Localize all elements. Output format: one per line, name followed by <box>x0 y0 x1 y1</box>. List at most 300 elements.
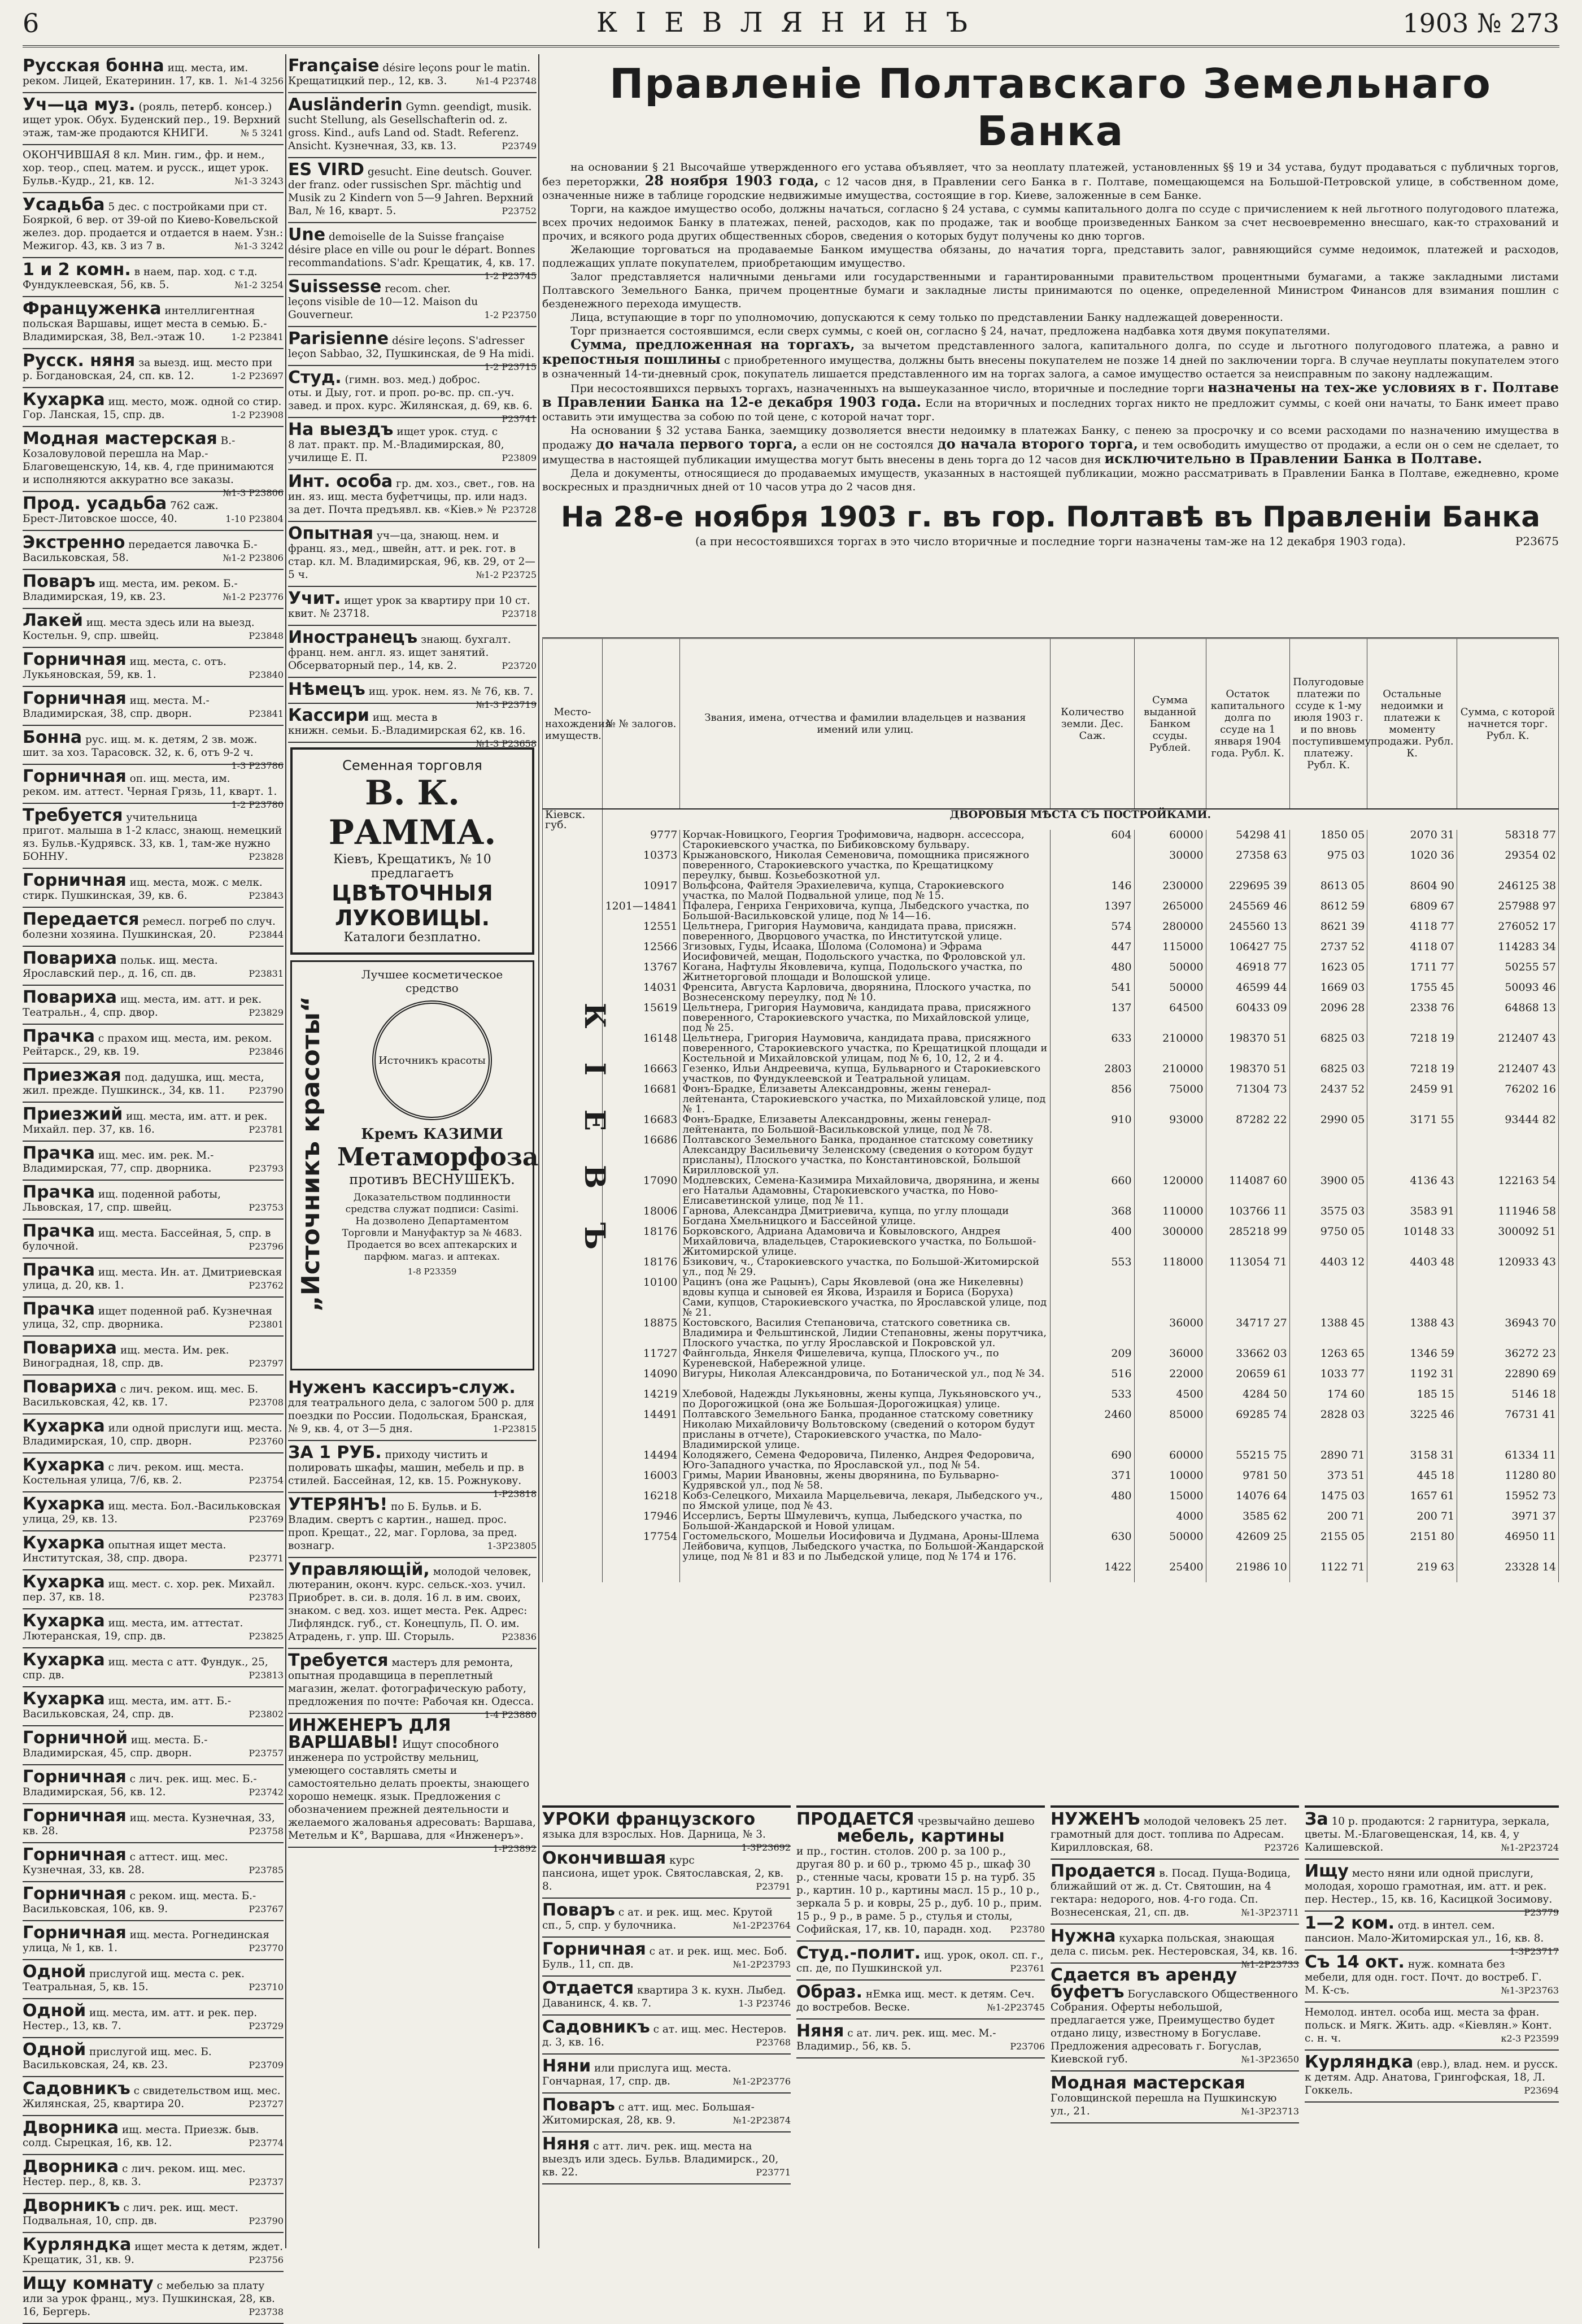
bottom-classifieds-1 <box>542 1805 791 2248</box>
ad-ref: Р23728 <box>502 504 537 515</box>
loan-sum: 118000 <box>1134 1257 1206 1277</box>
ad-text: молодой человек, лютеранин, оконч. курс. сельск.-хоз. учил. Приобрет. в. си. в. доля. 16 л. в им. своих, знаком. с вед. хоз. ищет места. Рек. Адрес: Лифляндск. губ., ст. Конецпуль, П. О. им. Атрадень, г. упр. Ш. Сторыль. <box>288 1566 531 1643</box>
pledge-number: 17946 <box>602 1511 680 1531</box>
ad-heading: НУЖЕНЪ <box>1051 1809 1140 1829</box>
ramm-catalog: Каталоги безплатно. <box>343 930 481 945</box>
balance: 245560 13 <box>1206 921 1289 942</box>
ad-ref: Р23756 <box>249 2255 284 2265</box>
classified-ad <box>23 2038 284 2077</box>
table-body <box>543 809 1559 1582</box>
classified-ad <box>288 158 537 223</box>
ad-ref: к2-3 Р23599 <box>1501 2033 1559 2044</box>
ad-heading: Француженка <box>23 299 162 319</box>
notice-p4: Залог представляется наличными деньгами или государственными и гарантированными правительством процентными бумагами, а также закладными листами Полтавского Земельного Банка, причем процентные бумаги и закладные листы принимаются по оценке, определенной Министром Финансов для взимания пошлин с безденежного перехода имуществ. <box>542 271 1559 310</box>
kazimi-medal-text: Источникъ красоты <box>378 1054 486 1067</box>
start-sum <box>1457 1135 1559 1176</box>
land-area: 2803 <box>1051 1064 1134 1084</box>
loan-sum: 210000 <box>1134 1033 1206 1064</box>
ad-text: нуж. комната без мебели, для одн. гост. Почт. до востреб. Г. М. К-съ. <box>1305 1959 1542 1996</box>
classified-ad <box>23 1259 284 1298</box>
classified-ad <box>23 1765 284 1804</box>
classified-ad <box>288 678 537 710</box>
table-row <box>543 1348 1559 1369</box>
arrears: 6809 67 <box>1367 901 1457 921</box>
ad-text: с ат. ищ. мес. Нестеров. д. 3, кв. 16. <box>542 2023 787 2048</box>
classified-ad <box>23 1103 284 1142</box>
pledge-number: 14219 <box>602 1389 680 1409</box>
ad-ref: №1-3 Р23719 <box>476 699 537 710</box>
notice-p1c: с 12 часов дня, в Правлении сего Банка в г. Полтаве, помещающемся на Большой-Петровской улице, в собственном доме, означенные ниже в таблице городские недвижимые имущества, состоящие в гор. Киеве, заложенные в сем Банке. <box>542 176 1559 202</box>
semiannual-payment: 1475 03 <box>1289 1491 1367 1511</box>
loan-sum: 210000 <box>1134 1064 1206 1084</box>
table-row <box>543 1450 1559 1470</box>
arrears: 445 18 <box>1367 1470 1457 1491</box>
table-row <box>543 1531 1559 1562</box>
classified-ad <box>1051 1860 1299 1925</box>
notice-ref: Р23675 <box>1515 534 1559 548</box>
land-area <box>1051 1277 1134 1318</box>
city-cell <box>543 1511 603 1531</box>
classified-ad <box>288 366 537 424</box>
owner-name: Фонъ-Брадке, Елизаветы Александровны, жены генерал-лейтенанта, Старокиевского участка, по Михайловской улице, под № 1. <box>680 1084 1051 1115</box>
ad-ref: Р23779 <box>1524 1907 1559 1918</box>
table-row <box>543 850 1559 881</box>
owner-name: Гезенко, Ильи Андреевича, купца, Бульварного и Старокиевского участков, по Фундуклеевской и Театральной улицам. <box>680 1064 1051 1084</box>
ad-heading: Приезжая <box>23 1065 121 1085</box>
ad-ref: Р23797 <box>249 1358 284 1369</box>
table-row <box>543 1470 1559 1491</box>
ad-heading: Прод. усадьба <box>23 494 167 513</box>
semiannual-payment <box>1289 1277 1367 1318</box>
ad-heading: Прачка <box>23 1026 95 1046</box>
balance: 285218 99 <box>1206 1226 1289 1257</box>
ad-heading: Горничная <box>23 871 127 890</box>
ad-heading: Кухарка <box>23 1689 105 1709</box>
ad-text: польк. ищ. места. Ярославский пер., д. 16, сп. дв. <box>23 955 218 980</box>
ad-text: ремесл. погреб по случ. болезни хозяина. Пушкинская, 20. <box>23 916 276 941</box>
classified-ad <box>288 522 537 587</box>
start-sum: 29354 02 <box>1457 850 1559 881</box>
ad-ref: Р23727 <box>249 2099 284 2109</box>
notice-date: 28 ноября 1903 года, <box>644 172 819 189</box>
header-location: Место-нахождения имуществ. <box>543 638 603 810</box>
table-row <box>543 1562 1559 1582</box>
balance: 103766 11 <box>1206 1206 1289 1226</box>
ramm-offer: ЦВѢТОЧНЫЯ ЛУКОВИЦЫ. <box>332 881 493 930</box>
arrears: 2070 31 <box>1367 830 1457 850</box>
ad-ref: Р23767 <box>249 1904 284 1914</box>
notice-p9f: исключительно в Правлении Банка в Полтаве. <box>1104 450 1483 467</box>
loan-sum: 22000 <box>1134 1369 1206 1389</box>
notice-p7d: с приобретенного имущества, должны быть внесены покупателем не позже 14 дней по заключении торга. В случае неуплаты покупателем этого в означенный 14-ти-дневный срок, покупатель лишается представленного им на торгах залога, а самое имущество остается за неисправным по закону надлежащим. <box>542 354 1559 380</box>
land-area: 1397 <box>1051 901 1134 921</box>
ad-text: ищ. места, им. атт. и рек. Михайл. пер. 37, кв. 16. <box>23 1111 268 1135</box>
ad-heading: УРОКИ французского <box>542 1809 756 1829</box>
start-sum: 93444 82 <box>1457 1115 1559 1135</box>
city-cell <box>543 942 603 962</box>
ad-heading: Требуется <box>288 1651 389 1670</box>
table-row <box>543 921 1559 942</box>
classified-ad <box>796 1808 1045 1942</box>
classified-ad <box>23 2194 284 2233</box>
ramm-name: В. К. РАММА. <box>328 773 496 852</box>
owner-name: Вольфсона, Файтеля Эрахиелевича, купца, Старокиевского участка, по Малой Подвальной улице, под № 15. <box>680 881 1051 901</box>
header-land: Количество земли. Дес. Саж. <box>1051 638 1134 810</box>
semiannual-payment: 373 51 <box>1289 1470 1367 1491</box>
table-row <box>543 1257 1559 1277</box>
classified-ad <box>1051 1964 1299 2071</box>
notice-p8a: При несостоявшихся первыхъ торгахъ, назначенныхъ на вышеуказанное число, вторичные и последние торги <box>570 382 1205 395</box>
ad-heading: Передается <box>23 909 140 929</box>
ad-heading: Кухарка <box>23 1650 105 1670</box>
start-sum: 36272 23 <box>1457 1348 1559 1369</box>
kazimi-top: Лучшее косметическое средство <box>361 968 503 995</box>
bottom-classifieds-4 <box>1305 1805 1559 2248</box>
land-area: 516 <box>1051 1369 1134 1389</box>
ad-ref: №1-3 Р23806 <box>223 488 284 498</box>
loan-sum <box>1134 1277 1206 1318</box>
ad-heading: Горничная <box>542 1939 646 1959</box>
ad-heading: Курляндка <box>23 2235 132 2255</box>
land-area <box>1051 1511 1134 1531</box>
classified-ad <box>23 531 284 570</box>
classifieds-column-2 <box>288 54 537 2248</box>
ad-heading: Отдается <box>542 1978 634 1998</box>
ad-text: передается лавочка Б.-Васильковская, 58. <box>23 539 258 564</box>
owner-name: Рацинъ (она же Рацынъ), Сары Яковлевой (она же Никелевны) вдовы купца и сыновей ея Якова, Израиля и Бориса (Боруха) Сами, купцов, Старокиевского участка, по Ярославской улице, под № 21. <box>680 1277 1051 1318</box>
ad-text: ищ. урок, окол. сп. г., сп. де, по Пушкинской ул. <box>796 1949 1044 1974</box>
land-area: 209 <box>1051 1348 1134 1369</box>
classified-ad <box>288 418 537 470</box>
ad-ref: 1-2 Р23780 <box>231 799 284 810</box>
arrears: 2338 76 <box>1367 1003 1457 1033</box>
ad-text: ищ. места. Кузнечная, 33, кв. 28. <box>23 1812 275 1837</box>
ad-heading: 1 и 2 комн. <box>23 260 131 280</box>
arrears <box>1367 1277 1457 1318</box>
classified-ad <box>542 2055 791 2094</box>
classified-ad <box>23 2155 284 2194</box>
ad-text: с ат. лич. рек. ищ. мес. М.-Владимир., 56, кв. 5. <box>796 2027 996 2052</box>
ad-text: ищ. места, с. отъ. Лукьяновская, 59, кв. 1. <box>23 656 226 681</box>
ad-text: по Б. Бульв. и Б. Владим. свертъ с картин., нашед. прос. проп. Крещат., 22, маг. Горлова, за пред. вознагр. <box>288 1501 517 1552</box>
table-row <box>543 1491 1559 1511</box>
semiannual-payment: 4403 12 <box>1289 1257 1367 1277</box>
classified-ad <box>1051 1808 1299 1860</box>
balance: 54298 41 <box>1206 830 1289 850</box>
owner-name: Иссерлисъ, Берты Шмулевичъ, купца, Лыбедского участка, по Большой-Жандарской и Новой улицам. <box>680 1511 1051 1531</box>
start-sum: 76731 41 <box>1457 1409 1559 1450</box>
owner-name: Цельтнера, Григория Наумовича, кандидата права, присяжного поверенного, Старокиевского участка, по Михайловской улице, под № 25. <box>680 1003 1051 1033</box>
city-cell <box>543 921 603 942</box>
ad-ref: Р23825 <box>249 1631 284 1642</box>
ad-text: ищет урок. студ. с 8 лат. практ. пр. М.-Владимирская, 80, училище Е. П. <box>288 426 504 464</box>
section-cell: ДВОРОВЫЯ МѢСТА СЪ ПОСТРОЙКАМИ. <box>602 809 1558 830</box>
ad-text: прислугой ищ. места с. рек. Театральная, 5, кв. 15. <box>23 1968 245 1993</box>
city-cell <box>543 850 603 881</box>
pledge-number: 10917 <box>602 881 680 901</box>
balance <box>1206 1135 1289 1176</box>
classified-ad <box>288 587 537 626</box>
ad-ref: Р23737 <box>249 2177 284 2187</box>
ad-heading: Кухарка <box>23 1455 105 1475</box>
start-sum: 61334 11 <box>1457 1450 1559 1470</box>
arrears: 10148 33 <box>1367 1226 1457 1257</box>
land-area <box>1051 1135 1134 1176</box>
loan-sum: 280000 <box>1134 921 1206 942</box>
ad-ref: 1-2 Р23908 <box>231 410 284 420</box>
owner-name: Модлевских, Семена-Казимира Михайловича, дворянина, и жены его Натальи Адамовны, Старокиевского участка, по Ново-Елисаветинской улице, под № 11. <box>680 1176 1051 1206</box>
table-row <box>543 1369 1559 1389</box>
ad-text: Gymn. geendigt, musik. sucht Stellung, als Gesellschafterin od. z. gross. Kind., aufs Land od. Stadt. Referenz. Ansicht. Кузнечная, 33, кв. 13. <box>288 101 532 152</box>
classified-ad <box>23 1415 284 1453</box>
ad-heading: Инт. особа <box>288 472 393 491</box>
ad-text: с прахом ищ. места, им. реком. Рейтарск., 29, кв. 19. <box>23 1033 272 1057</box>
ad-ref: №1-4 3256 <box>234 76 284 86</box>
ad-ref: Р23762 <box>249 1280 284 1291</box>
ad-text: ищ. места с атт. Фундук., 25, спр. дв. <box>23 1656 268 1681</box>
property-table <box>542 637 1559 1582</box>
arrears: 185 15 <box>1367 1389 1457 1409</box>
ad-ref: № 5 3241 <box>240 128 284 138</box>
arrears: 200 71 <box>1367 1511 1457 1531</box>
semiannual-payment: 2990 05 <box>1289 1115 1367 1135</box>
loan-sum: 300000 <box>1134 1226 1206 1257</box>
balance: 34717 27 <box>1206 1318 1289 1348</box>
land-area: 368 <box>1051 1206 1134 1226</box>
ad-text: с ат. и рек. ищ. мес. Боб. Булв., 11, сп. дв. <box>542 1946 787 1970</box>
classified-ad <box>23 1142 284 1181</box>
land-area: 604 <box>1051 830 1134 850</box>
start-sum: 15952 73 <box>1457 1491 1559 1511</box>
ad-text: ОКОНЧИВШАЯ 8 кл. Мин. гим., фр. и нем., хор. теор., спец. матем. и русск., ищет урок. Бульв.-Кудр., 21, кв. 12. <box>23 149 269 187</box>
ad-heading: 1—2 ком. <box>1305 1913 1395 1933</box>
loan-sum: 50000 <box>1134 962 1206 982</box>
classified-ad <box>23 986 284 1025</box>
notice-subtitle: На 28-е ноября 1903 г. въ гор. Полтавѣ въ Правленiи Банка <box>561 501 1540 533</box>
ad-heading: ПРОДАЕТСЯ <box>796 1809 914 1829</box>
ad-heading: УТЕРЯНЪ! <box>288 1495 388 1514</box>
classified-ad <box>23 1298 284 1337</box>
ad-text: приходу чистить и полировать шкафы, машин, мебель и пр. в стилей. Бассейная, 12, кв. 15. Рожнукову. <box>288 1449 524 1487</box>
loan-sum: 110000 <box>1134 1206 1206 1226</box>
ad-text: ищ. места, им. атт. Б.-Васильковская, 24, спр. дв. <box>23 1695 232 1720</box>
semiannual-payment: 975 03 <box>1289 850 1367 881</box>
ad-ref: 1-3 Р23786 <box>231 760 284 771</box>
loan-sum: 75000 <box>1134 1084 1206 1115</box>
pledge-number: 15619 <box>602 1003 680 1033</box>
land-area: 371 <box>1051 1470 1134 1491</box>
classified-ad <box>23 1726 284 1765</box>
city-cell <box>543 830 603 850</box>
ad-ref: Р23761 <box>1010 1963 1045 1974</box>
ad-ref: Р23771 <box>249 1553 284 1564</box>
ad-ref: Р23780 <box>1010 1924 1045 1935</box>
loan-sum: 30000 <box>1134 850 1206 881</box>
notice-p2: Торги, на каждое имущество особо, должны начаться, согласно § 24 устава, с суммы капитального долга по ссуде с причислением к ней льготного полугодового платежа, всех прочих недоимок Банку в платежах, пеней, расходов, как по продаже, так и вообще произведенных Банком за счет несвоевременно внесшаго, как-то страхований и прочих, и всякого рода других общественных сборов, сведения о которых будут получены ко дню торгов. <box>542 203 1559 242</box>
semiannual-payment: 1850 05 <box>1289 830 1367 850</box>
ad-text: 10 р. продаются: 2 гарнитура, зеркала, цветы. М.-Благовещенская, 14, кв. 4, у Калишевской. <box>1305 1816 1550 1853</box>
table-row <box>543 1084 1559 1115</box>
ad-heading: Одной <box>23 2001 86 2021</box>
classifieds-column-1 <box>23 54 284 2318</box>
classified-ad <box>288 275 537 327</box>
classified-ad <box>288 54 537 93</box>
classified-ad <box>1305 1912 1559 1957</box>
city-cell: КIЕВЪ <box>543 1003 603 1033</box>
classified-ad <box>542 2094 791 2132</box>
ad-text: оп. ищ. места, им. реком. им. аттест. Черная Грязь, 11, кварт. 1. <box>23 773 277 798</box>
balance: 9781 50 <box>1206 1470 1289 1491</box>
balance: 245569 46 <box>1206 901 1289 921</box>
ad-ref: Р23785 <box>249 1865 284 1875</box>
arrears: 3171 55 <box>1367 1115 1457 1135</box>
owner-name: Френсита, Августа Карловича, дворянина, Плоского участка, по Вознесенскому переулку, под № 10. <box>680 982 1051 1003</box>
ad-heading: Кухарка <box>23 1572 105 1592</box>
classified-ad <box>1305 1951 1559 2003</box>
ad-ref: №1-3 3243 <box>234 176 284 186</box>
classified-ad <box>1051 1925 1299 1970</box>
land-area: 146 <box>1051 881 1134 901</box>
ad-ref: №1-2 Р23725 <box>476 569 537 580</box>
city-cell <box>543 1531 603 1562</box>
ad-heading: Ausländerin <box>288 95 403 115</box>
classified-ad <box>288 1558 537 1649</box>
ad-heading: Повариха <box>23 987 117 1007</box>
ad-text: (рояль, петерб. консер.) ищет урок. Обух. Буденский пер., 19. Верхний этаж, там-же продаются КНИГИ. <box>23 101 281 139</box>
ad-ref: Р23841 <box>249 708 284 719</box>
arrears: 7218 19 <box>1367 1064 1457 1084</box>
loan-sum: 4500 <box>1134 1389 1206 1409</box>
arrears: 7218 19 <box>1367 1033 1457 1064</box>
arrears: 4136 43 <box>1367 1176 1457 1206</box>
kazimi-medallion-icon <box>372 1000 492 1120</box>
ad-ref: Р23793 <box>249 1163 284 1174</box>
ad-heading: Une <box>288 225 326 245</box>
ad-ref: Р23726 <box>1264 1842 1299 1853</box>
owner-name: Борковского, Адриана Адамовича и Ковыловского, Андрея Михайловича, владельцев, Старокиевского участка, по Большой-Житомирской улице. <box>680 1226 1051 1257</box>
owner-name: Кобз-Селецкого, Михаила Марцельевича, лекаря, Лыбедского уч., по Ямской улице, под № 43. <box>680 1491 1051 1511</box>
land-area: 400 <box>1051 1226 1134 1257</box>
ad-text: ищ. мест. с. хор. рек. Михайл. пер. 37, кв. 18. <box>23 1578 275 1603</box>
foreign-ads <box>288 54 537 749</box>
notice-p9d: до начала второго торга, <box>937 436 1138 452</box>
land-area: 910 <box>1051 1115 1134 1135</box>
owner-name <box>680 1562 1051 1582</box>
classified-ad <box>288 626 537 678</box>
balance: 71304 73 <box>1206 1084 1289 1115</box>
city-cell <box>543 1348 603 1369</box>
ad-text: уч—ца, знающ. нем. и франц. яз., мед., швейн, атт. и рек. гот. в стар. кл. М. Владимирская, 96, кв. 29, от 2—5 ч. <box>288 530 535 581</box>
ad-heading: Одной <box>23 1962 86 1982</box>
semiannual-payment: 3900 05 <box>1289 1176 1367 1206</box>
ad-heading: Горничная <box>23 1923 127 1943</box>
ad-heading: Повариха <box>23 1377 117 1397</box>
ad-ref: Р23774 <box>249 2138 284 2148</box>
ad-ref: Р23768 <box>756 2037 791 2048</box>
balance: 69285 74 <box>1206 1409 1289 1450</box>
balance <box>1206 1277 1289 1318</box>
pledge-number: 16681 <box>602 1084 680 1115</box>
ad-ref: №1-2Р23733 <box>1241 1959 1299 1970</box>
ad-ref: Р23718 <box>502 608 537 619</box>
ad-heading: Садовникъ <box>542 2017 650 2037</box>
owner-name: Цельтнера, Григория Наумовича, кандидата права, присяжн. поверенного, Дворцового участка, по Институтской улице. <box>680 921 1051 942</box>
notice-p9b: до начала первого торга, <box>595 436 797 452</box>
pledge-number: 16686 <box>602 1135 680 1176</box>
ramm-advert <box>290 747 534 955</box>
classified-ad <box>542 1808 791 1853</box>
ad-text: ищ. места, им. аттестат. Лютеранская, 19, спр. дв. <box>23 1617 243 1642</box>
ad-heading: Бонна <box>23 728 82 747</box>
ad-text: с свидетельством ищ. мес. Жилянская, 25, квартира 20. <box>23 2085 281 2110</box>
balance: 60433 09 <box>1206 1003 1289 1033</box>
ad-text: Головщинской перешла на Пушкинскую ул., 21. <box>1051 2092 1277 2117</box>
ad-heading: Повариха <box>23 948 117 968</box>
ad-heading: Кухарка <box>23 1611 105 1631</box>
ad-text: мастеръ для ремонта, опытная продавщица в переплетный магазин, желат. фотографическую работу, предложения по почте: Рабочая кн. Одесса. <box>288 1657 534 1708</box>
ad-heading: Студ.-полит. <box>796 1943 921 1963</box>
ad-heading: Образ. <box>796 1982 862 2002</box>
semiannual-payment: 1623 05 <box>1289 962 1367 982</box>
ad-text: recom. cher. leçons visible de 10—12. Maison du Gouverneur. <box>288 283 478 321</box>
ad-ref: №1-2Р23793 <box>733 1959 791 1970</box>
city-cell <box>543 1318 603 1348</box>
ad-text: за выезд. ищ. место при р. Богдановская, 24, сп. кв. 12. <box>23 357 273 382</box>
notice-title: Правленiе Полтавскаго Земельнаго Банка <box>609 60 1492 155</box>
loan-sum: 4000 <box>1134 1511 1206 1531</box>
ad-ref: 1-2 Р23841 <box>231 332 284 342</box>
pledge-number: 11727 <box>602 1348 680 1369</box>
ad-text: ищ. места. Им. рек. Виноградная, 18, спр. дв. <box>23 1344 229 1369</box>
semiannual-payment: 8613 05 <box>1289 881 1367 901</box>
balance: 33662 03 <box>1206 1348 1289 1369</box>
ad-ref: №1-3 Р23658 <box>476 738 537 749</box>
classified-ad <box>542 1977 791 2016</box>
classified-ad <box>542 2016 791 2055</box>
ad-text: с реком. ищ. места. Б.-Васильковская, 106, кв. 9. <box>23 1890 256 1915</box>
ad-heading: Опытная <box>288 524 373 543</box>
classified-ad <box>542 1847 791 1899</box>
land-area: 660 <box>1051 1176 1134 1206</box>
ad-text: в. Посад. Пуща-Водица, ближайший от ж. д. Ст. Святошин, на 4 гектара: недорого, нов. 4-го года. Сп. Вознесенская, 21, сп. дв. <box>1051 1868 1291 1918</box>
ad-ref: Р23781 <box>249 1124 284 1135</box>
ad-text: 5 дес. с постройками при ст. Бояркой, 6 вер. от 39-ой по Киево-Ковельской желез. дор. продается и отдается в наем. Узн.: Межигор. 43, кв. 3 из 7 в. <box>23 201 284 252</box>
balance: 198370 51 <box>1206 1033 1289 1064</box>
ad-heading: Ищу <box>1305 1861 1349 1881</box>
balance: 198370 51 <box>1206 1064 1289 1084</box>
ad-text: с лич. реком. ищ. мес. Нестер. пер., 8, кв. 3. <box>23 2163 246 2188</box>
ad-heading: Повариха <box>23 1338 117 1358</box>
ad-ref: Р23836 <box>502 1631 537 1642</box>
ad-ref: Р23769 <box>249 1514 284 1525</box>
ad-text: ищ. места. Бол.-Васильковская улица, 29, кв. 13. <box>23 1500 281 1525</box>
pledge-number: 18176 <box>602 1257 680 1277</box>
semiannual-payment: 6825 03 <box>1289 1064 1367 1084</box>
ad-text: désire leçons. S'adresser leçon Sabbao, 32, Пушкинская, de 9 Ha midi. <box>288 335 535 360</box>
ad-ref: №1-3Р23650 <box>1241 2054 1299 2065</box>
start-sum: 22890 69 <box>1457 1369 1559 1389</box>
owner-name: Пфалера, Генриха Генриховича, купца, Лыбедского участка, по Большой-Васильковской улице, под № 14—16. <box>680 901 1051 921</box>
arrears: 2151 80 <box>1367 1531 1457 1562</box>
ad-heading: Приезжий <box>23 1104 123 1124</box>
table-row <box>543 1511 1559 1531</box>
ad-text: ищ. места в книжн. семьи. Б.-Владимирская 62, кв. 16. <box>288 712 526 737</box>
ad-heading: Прачка <box>23 1299 95 1319</box>
ad-heading: Parisienne <box>288 329 389 349</box>
classified-ad <box>23 804 284 869</box>
pledge-number: 10100 <box>602 1277 680 1318</box>
ad-heading: Кассири <box>288 706 369 725</box>
